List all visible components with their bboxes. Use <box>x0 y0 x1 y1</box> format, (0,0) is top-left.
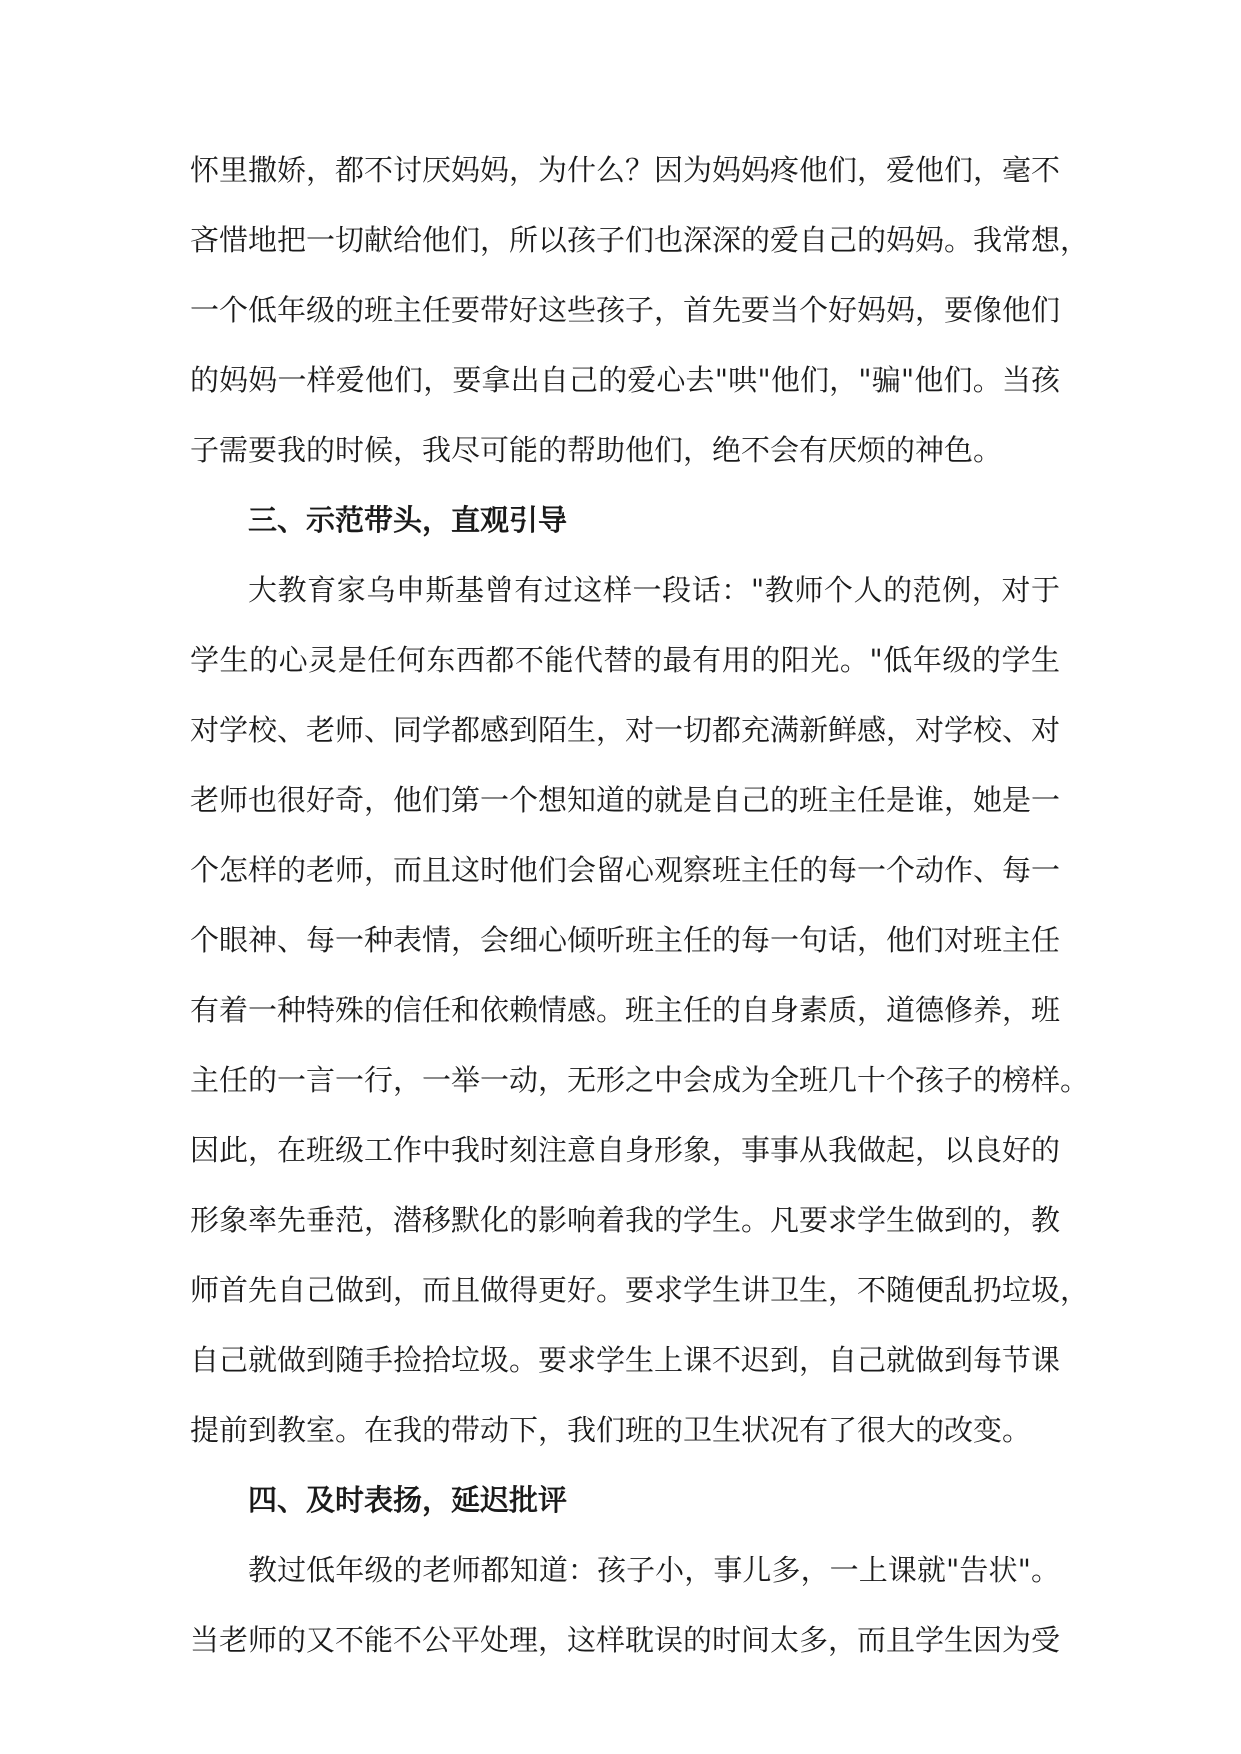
section-heading: 四、及时表扬，延迟批评 <box>248 1483 568 1517</box>
paragraph-line: 自己就做到随手捡拾垃圾。要求学生上课不迟到，自己就做到每节课 <box>190 1343 1061 1377</box>
paragraph-line: 个怎样的老师，而且这时他们会留心观察班主任的每一个动作、每一 <box>190 853 1061 887</box>
paragraph-line: 吝惜地把一切献给他们，所以孩子们也深深的爱自己的妈妈。我常想， <box>190 223 1090 257</box>
paragraph-line: 当老师的又不能不公平处理，这样耽误的时间太多，而且学生因为受 <box>190 1623 1061 1657</box>
paragraph-line: 老师也很好奇，他们第一个想知道的就是自己的班主任是谁，她是一 <box>190 783 1061 817</box>
paragraph-line: 一个低年级的班主任要带好这些孩子，首先要当个好妈妈，要像他们 <box>190 293 1061 327</box>
paragraph-line: 师首先自己做到，而且做得更好。要求学生讲卫生，不随便乱扔垃圾， <box>190 1273 1090 1307</box>
section-heading: 三、示范带头，直观引导 <box>248 503 568 537</box>
paragraph-line: 子需要我的时候，我尽可能的帮助他们，绝不会有厌烦的神色。 <box>190 433 1003 467</box>
paragraph-line: 的妈妈一样爱他们，要拿出自己的爱心去"哄"他们，"骗"他们。当孩 <box>190 363 1060 397</box>
paragraph-line: 学生的心灵是任何东西都不能代替的最有用的阳光。"低年级的学生 <box>190 643 1060 677</box>
paragraph-first-line: 教过低年级的老师都知道：孩子小，事儿多，一上课就"告状"。 <box>248 1553 1060 1587</box>
paragraph-line: 对学校、老师、同学都感到陌生，对一切都充满新鲜感，对学校、对 <box>190 713 1061 747</box>
paragraph-line: 有着一种特殊的信任和依赖情感。班主任的自身素质，道德修养，班 <box>190 993 1061 1027</box>
paragraph-line: 形象率先垂范，潜移默化的影响着我的学生。凡要求学生做到的，教 <box>190 1203 1061 1237</box>
paragraph-line: 怀里撒娇，都不讨厌妈妈，为什么？因为妈妈疼他们，爱他们，毫不 <box>190 153 1061 187</box>
paragraph-line: 因此，在班级工作中我时刻注意自身形象，事事从我做起，以良好的 <box>190 1133 1061 1167</box>
paragraph-first-line: 大教育家乌申斯基曾有过这样一段话："教师个人的范例，对于 <box>248 573 1060 607</box>
paragraph-line: 主任的一言一行，一举一动，无形之中会成为全班几十个孩子的榜样。 <box>190 1063 1090 1097</box>
paragraph-line: 提前到教室。在我的带动下，我们班的卫生状况有了很大的改变。 <box>190 1413 1032 1447</box>
paragraph-line: 个眼神、每一种表情，会细心倾听班主任的每一句话，他们对班主任 <box>190 923 1061 957</box>
